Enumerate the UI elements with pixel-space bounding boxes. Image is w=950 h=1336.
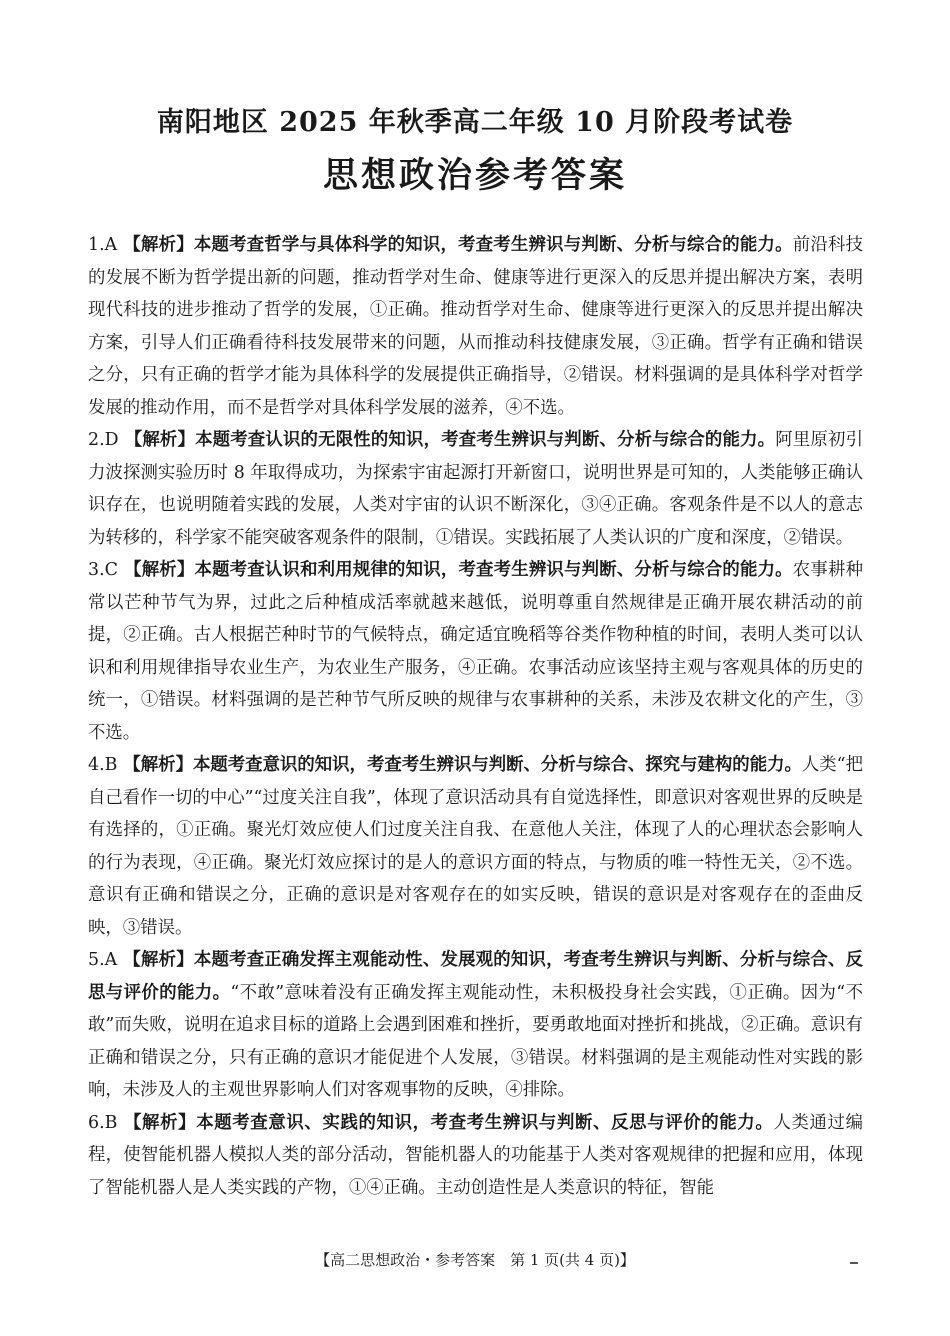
answer-item-4	[88, 749, 863, 944]
answer-option: B	[104, 755, 118, 775]
page-footer: 【高二思想政治・参考答案 第 1 页(共 4 页)】	[315, 1251, 635, 1269]
analysis-tag: 【解析】	[123, 1112, 197, 1133]
answer-number: 6.	[88, 1112, 105, 1133]
analysis-body: 人类通过编程，使智能机器人模拟人类的部分活动，智能机器人的功能基于人类对客观规律的把握和应用，体现了智能机器人是人类实践的产物，①④正确。主动创造性是人类意识的特征，智能	[88, 1112, 863, 1198]
analysis-lead: 本题考查认识和利用规律的知识，考查考生辨识与判断、分析与综合的能力。	[194, 560, 793, 580]
answer-option: B	[104, 1112, 118, 1133]
analysis-body: 农事耕种常以芒种节气为界，过此之后种植成活率就越来越低，说明尊重自然规律是正确开展农耕活动的前提，②正确。古人根据芒种时节的气候特点，确定适宜晚稻等谷类作物种植的时间，表明人类可以认识和利用规律指导农业生产，为农业生产服务，④正确。农事活动应该坚持主观与客观具体的历史的统一，①错误。材料强调的是芒种节气所反映的规律与农事耕种的关系，未涉及农耕文化的产生，③不选。	[88, 560, 863, 743]
analysis-tag: 【解析】	[123, 560, 195, 580]
answer-number: 2.	[88, 430, 105, 450]
answer-item-5	[88, 944, 863, 1107]
answer-number: 1.	[88, 235, 105, 255]
analysis-tag: 【解析】	[123, 755, 193, 775]
analysis-body: “不敢”意味着没有正确发挥主观能动性，未积极投身社会实践，①正确。因为“不敢”而失败，说明在追求目标的道路上会遇到困难和挫折，要勇敢地面对挫折和挑战，②正确。意识有正确和错误之分，只有正确的意识才能促进个人发展，③错误。材料强调的是主观能动性对实践的影响，未涉及人的主观世界影响人们对客观事物的反映，④排除。	[88, 982, 863, 1100]
analysis-lead: 本题考查正确发挥主观能动性、发展观的知识，考查考生辨识与判断、分析与综合、反思与评价的能力。	[88, 950, 863, 1003]
answer-number: 5.	[88, 950, 105, 970]
answer-option: A	[104, 235, 118, 255]
answer-option: A	[104, 950, 118, 970]
answer-item-2	[88, 424, 863, 554]
analysis-tag: 【解析】	[124, 430, 196, 450]
analysis-tag: 【解析】	[123, 235, 194, 255]
answer-option: D	[104, 430, 119, 450]
analysis-lead: 本题考查哲学与具体科学的知识，考查考生辨识与判断、分析与综合的能力。	[193, 235, 793, 255]
scan-mark	[850, 1262, 858, 1264]
analysis-lead: 本题考查认识的无限性的知识，考查考生辨识与判断、分析与综合的能力。	[195, 430, 776, 450]
answer-number: 3.	[88, 560, 105, 580]
answer-item-1	[88, 229, 863, 424]
answer-item-3	[88, 554, 863, 749]
analysis-lead: 本题考查意识、实践的知识，考查考生辨识与判断、反思与评价的能力。	[196, 1112, 774, 1133]
answer-number: 4.	[88, 755, 105, 775]
analysis-lead: 本题考查意识的知识，考查考生辨识与判断、分析与综合、探究与建构的能力。	[192, 755, 802, 775]
analysis-body: 人类“把自己看作一切的中心”“过度关注自我”，体现了意识活动具有自觉选择性，即意识对客观世界的反映是有选择的，①正确。聚光灯效应使人们过度关注自我、在意他人关注，体现了人的心理状态会影响人的行为表现，④正确。聚光灯效应探讨的是人的意识方面的特点，与物质的唯一特性无关，②不选。意识有正确和错误之分，正确的意识是对客观存在的如实反映，错误的意识是对客观存在的歪曲反映，③错误。	[88, 755, 863, 938]
answer-option: C	[104, 560, 118, 580]
exam-title: 南阳地区 2025 年秋季高二年级 10 月阶段考试卷	[156, 107, 794, 138]
subject-title: 思想政治参考答案	[322, 155, 627, 196]
analysis-body: 前沿科技的发展不断为哲学提出新的问题，推动哲学对生命、健康等进行更深入的反思并提出解决方案，表明现代科技的进步推动了哲学的发展，①正确。推动哲学对生命、健康等进行更深入的反思并提出解决方案，引导人们正确看待科技发展带来的问题，从而推动科技健康发展，③正确。哲学有正确和错误之分，只有正确的哲学才能为具体科学的发展提供正确指导，②错误。材料强调的是具体科学对哲学发展的推动作用，而不是哲学对具体科学发展的滋养，④不选。	[88, 235, 863, 418]
answer-item-6	[88, 1107, 863, 1205]
analysis-tag: 【解析】	[123, 950, 194, 970]
answer-list	[88, 229, 863, 1204]
analysis-body: 阿里原初引力波探测实验历时 8 年取得成功，为探索宇宙起源打开新窗口，说明世界是可知的，人类能够正确认识存在，也说明随着实践的发展，人类对宇宙的认识不断深化，③④正确。客观条件是不以人的意志为转移的，科学家不能突破客观条件的限制，①错误。实践拓展了人类认识的广度和深度，②错误。	[88, 430, 863, 548]
